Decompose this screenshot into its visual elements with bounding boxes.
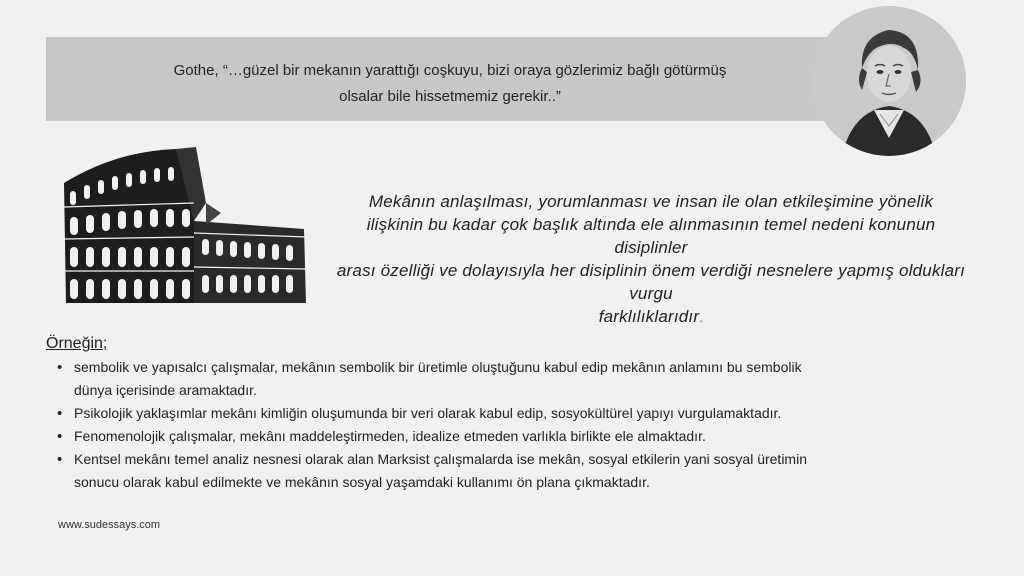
quote-line: Gothe, “…güzel bir mekanın yarattığı coşkuyu, bizi oraya gözlerimiz bağlı götürmüş [173,62,727,79]
list-item [56,425,956,448]
emphasis-line [328,305,974,329]
emphasis-line: ilişkinin bu kadar çok başlık altında ele alınmasının temel nedeni konunun disiplinler [366,215,936,257]
list-item [56,356,956,402]
examples-list [56,356,956,494]
emphasis-line: arası özelliği ve dolayısıyla her disiplinin önem verdiği nesnelere yapmış oldukları vurgu [336,261,966,303]
list-item-line: • Kentsel mekânı temel analiz nesnesi olarak alan Marksist çalışmalarda ise mekân, sosyal etkilerin yani sosyal üretimin [74,451,807,467]
emphasis-line: Mekânın anlaşılması, yorumlanması ve insan ile olan etkileşimine yönelik [368,192,934,211]
list-item-line: dünya içerisinde aramaktadır. [74,382,257,398]
goethe-quote [100,58,800,110]
list-item-line: • sembolik ve yapısalcı çalışmalar, mekânın sembolik bir üretimle oluştuğunu kabul edip mekânın anlamını bu sembolik [74,359,802,375]
emphasis-period: . [699,309,704,325]
quote-line: olsalar bile hissetmemiz gerekir..” [339,88,561,105]
examples-heading: Örneğin; [46,335,108,352]
colosseum-illustration [56,143,308,311]
emphasis-last-words: farklılıklarıdır [598,307,700,326]
list-item-line: • Psikolojik yaklaşımlar mekânı kimliğin oluşumunda bir veri olarak kabul edip, sosyokültürel yapıyı vurgulamaktadır. [74,405,782,421]
list-item-line: sonucu olarak kabul edilmekte ve mekânın sosyal yaşamdaki kullanımı ön plana çıkmaktadır. [74,474,650,490]
list-item [56,448,956,494]
footer-website: www.sudessays.com [58,519,161,531]
list-item [56,402,956,425]
list-item-line: • Fenomenolojik çalışmalar, mekânı maddeleştirmeden, idealize etmeden varlıkla birlikte ele almaktadır. [74,428,706,444]
emphasis-paragraph [328,190,974,329]
goethe-portrait [812,6,966,156]
